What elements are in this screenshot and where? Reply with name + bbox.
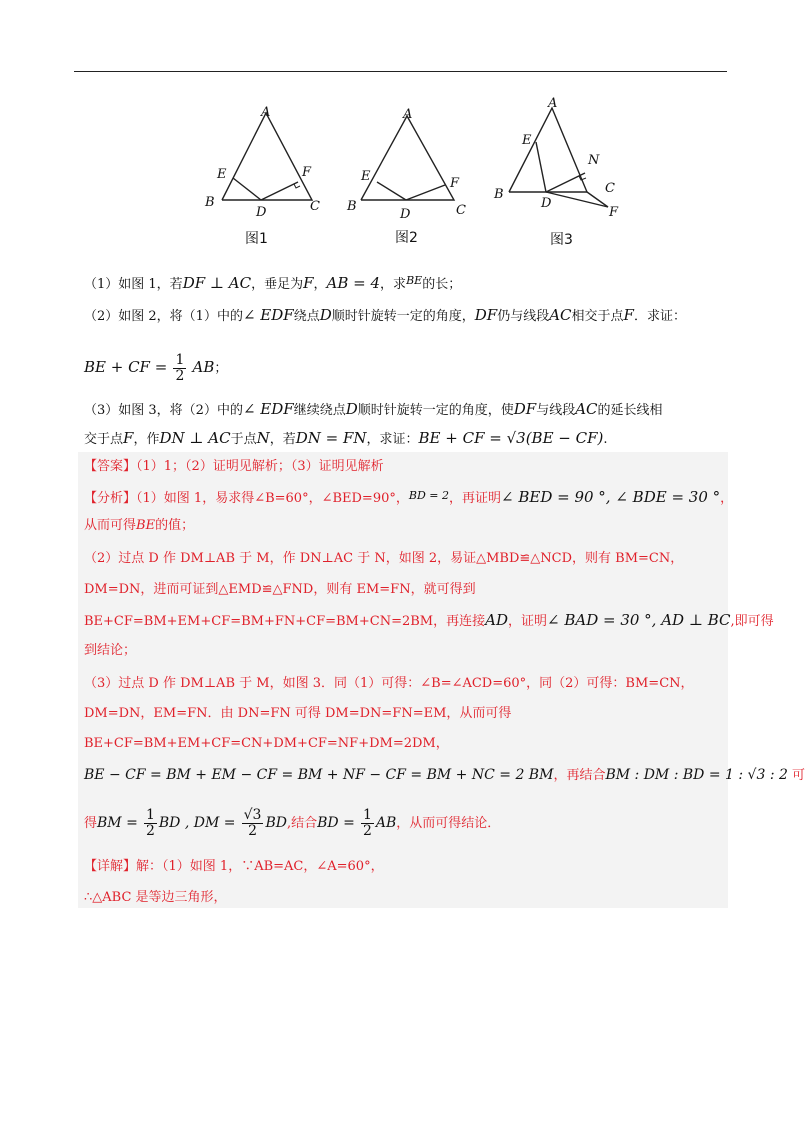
math: AC	[549, 306, 572, 324]
text: 于点	[230, 432, 257, 447]
text: ，作	[133, 432, 160, 447]
question-1	[84, 271, 461, 295]
text: （3）如图 3，将（2）中的	[84, 403, 243, 418]
analysis-2d: 到结论；	[84, 643, 137, 658]
text: .	[603, 432, 608, 447]
text: ,结合	[286, 816, 318, 831]
text: ，垂足为	[251, 277, 304, 292]
fig2-label-e: E	[361, 169, 371, 184]
text: 顺时针旋转一定的角度，	[331, 309, 475, 324]
analysis-3a: （3）过点 D 作 DM⊥AB 于 M，如图 3．同（1）可得：∠B=∠ACD=60°，同（2）可得：BM=CN，	[84, 676, 694, 691]
math: AB = 4	[326, 274, 381, 292]
text: ，	[720, 491, 734, 506]
text: 可	[792, 768, 805, 783]
fraction-half: $\frac{1}{2}$	[145, 807, 155, 839]
fig3-label-d: D	[541, 196, 552, 211]
text: （1）如图 1，若	[84, 277, 183, 292]
analysis-3c: BE+CF=BM+EM+CF=CN+DM+CF=NF+DM=2DM，	[84, 736, 449, 751]
math: AB	[192, 358, 215, 376]
fig1-label-b: B	[205, 195, 215, 210]
math: F	[303, 274, 314, 292]
math: BD = 2	[408, 489, 449, 502]
answer-line	[84, 457, 384, 477]
fig3-label-n: N	[588, 153, 600, 168]
fig1-label-a: A	[261, 105, 271, 120]
answer-tag: 【答案】	[84, 459, 137, 474]
analysis-1	[84, 486, 733, 509]
text: BE+CF=BM+EM+CF=BM+FN+CF=BM+CN=2BM，再连接	[84, 614, 486, 629]
fraction-half: $\frac{1}{2}$	[362, 807, 372, 839]
fig2-label-b: B	[347, 199, 357, 214]
math: BD	[265, 815, 287, 831]
math: BM : DM : BD = 1 : √3 : 2	[605, 767, 788, 783]
math: ∠ BAD = 30 °, AD ⊥ BC	[547, 611, 731, 629]
math: BD , DM =	[158, 815, 236, 831]
text: 的长；	[422, 277, 462, 292]
math: AC	[575, 400, 598, 418]
geometry-figures	[195, 92, 635, 252]
text: 相交于点	[571, 309, 624, 324]
fig1-label-d: D	[256, 205, 267, 220]
math: BE − CF = BM + EM − CF = BM + NF − CF = BM + NC = 2 BM	[84, 767, 554, 783]
math: AD	[485, 611, 508, 629]
math: ∠ EDF	[242, 306, 294, 324]
figure-1	[222, 113, 312, 200]
text: ，求证：	[366, 432, 419, 447]
fig3-label-f: F	[609, 205, 619, 220]
math: DF	[474, 306, 498, 324]
math: N	[256, 429, 270, 447]
math: ∠ BED = 90 °, ∠ BDE = 30 °	[501, 488, 721, 506]
text: 与线段	[536, 403, 576, 418]
fig1-caption: 图1	[245, 231, 268, 247]
text: 继续绕点	[293, 403, 346, 418]
text: ，求	[380, 277, 407, 292]
text: 的延长线相	[597, 403, 663, 418]
math: F	[123, 429, 134, 447]
math: BM =	[97, 815, 138, 831]
text: （1）如图 1，易求得∠B=60°，∠BED=90°，	[136, 491, 409, 506]
text: 解：（1）如图 1，∵AB=AC，∠A=60°，	[136, 859, 384, 874]
text: 从而可得	[84, 518, 137, 533]
text: 顺时针旋转一定的角度，使	[357, 403, 514, 418]
fig2-label-a: A	[403, 107, 413, 122]
question-3-line1	[84, 399, 663, 421]
math: BE + CF =	[84, 358, 168, 376]
fig1-label-c: C	[310, 199, 320, 214]
figure-2	[361, 116, 454, 200]
text: ，从而可得结论．	[396, 816, 501, 831]
fig3-caption: 图3	[550, 232, 573, 248]
math: D	[319, 306, 332, 324]
analysis-2b: DM=DN，进而可证到△EMD≌△FND，则有 EM=FN，就可得到	[84, 582, 476, 597]
question-3-line2	[84, 428, 608, 450]
fig3-label-e: E	[522, 133, 532, 148]
text: ，再结合	[553, 768, 606, 783]
detail-1	[84, 857, 384, 877]
fig3-label-b: B	[494, 187, 504, 202]
fig1-label-e: E	[217, 167, 227, 182]
fig2-label-d: D	[400, 207, 411, 222]
text: 仍与线段	[497, 309, 550, 324]
math: BE	[406, 274, 423, 287]
math: DN = FN	[295, 429, 367, 447]
text: 绕点	[293, 309, 320, 324]
math: BE + CF = √3(BE − CF)	[418, 429, 604, 447]
text: ，	[313, 277, 327, 292]
fig2-label-c: C	[456, 203, 466, 218]
math: BD =	[317, 815, 355, 831]
analysis-tag: 【分析】	[84, 491, 137, 506]
fraction-half: $\frac{1}{2}$	[175, 352, 185, 384]
text: ．求证：	[633, 309, 686, 324]
math: ∠ EDF	[242, 400, 294, 418]
analysis-1b	[84, 516, 194, 536]
math: F	[623, 306, 634, 324]
math: DF	[513, 400, 537, 418]
text: 的值；	[155, 518, 195, 533]
question-2	[84, 305, 686, 327]
text: （2）如图 2，将（1）中的	[84, 309, 243, 324]
fig2-caption: 图2	[395, 230, 418, 246]
text: 交于点	[84, 432, 124, 447]
fig2-label-f: F	[450, 176, 460, 191]
analysis-3d	[84, 765, 805, 786]
text: ；	[214, 361, 228, 376]
question-2-equation	[84, 350, 227, 386]
text: ，证明	[507, 614, 547, 629]
fig3-label-c: C	[605, 181, 615, 196]
answer-text: （1）1；（2）证明见解析；（3）证明见解析	[136, 459, 384, 474]
math: AB	[375, 815, 397, 831]
detail-tag: 【详解】	[84, 859, 137, 874]
text: BE	[136, 518, 156, 533]
math: DF ⊥ AC	[182, 274, 252, 292]
detail-2: ∴△ABC 是等边三角形，	[84, 890, 227, 905]
text: ，再证明	[449, 491, 502, 506]
header-rule	[74, 71, 727, 72]
text: 得	[84, 816, 98, 831]
text: ,即可得	[730, 614, 774, 629]
fig3-label-a: A	[548, 96, 558, 111]
math: D	[345, 400, 358, 418]
analysis-3b: DM=DN，EM=FN．由 DN=FN 可得 DM=DN=FN=EM，从而可得	[84, 706, 512, 721]
analysis-3e	[84, 805, 500, 842]
fig1-label-f: F	[302, 165, 312, 180]
text: ，若	[269, 432, 296, 447]
analysis-2c	[84, 610, 774, 632]
math: DN ⊥ AC	[159, 429, 231, 447]
analysis-2a: （2）过点 D 作 DM⊥AB 于 M，作 DN⊥AC 于 N，如图 2，易证△MBD≌△NCD，则有 BM=CN，	[84, 551, 684, 566]
fraction-sqrt3-over-2: $\frac{√3}{2}$	[243, 807, 262, 839]
